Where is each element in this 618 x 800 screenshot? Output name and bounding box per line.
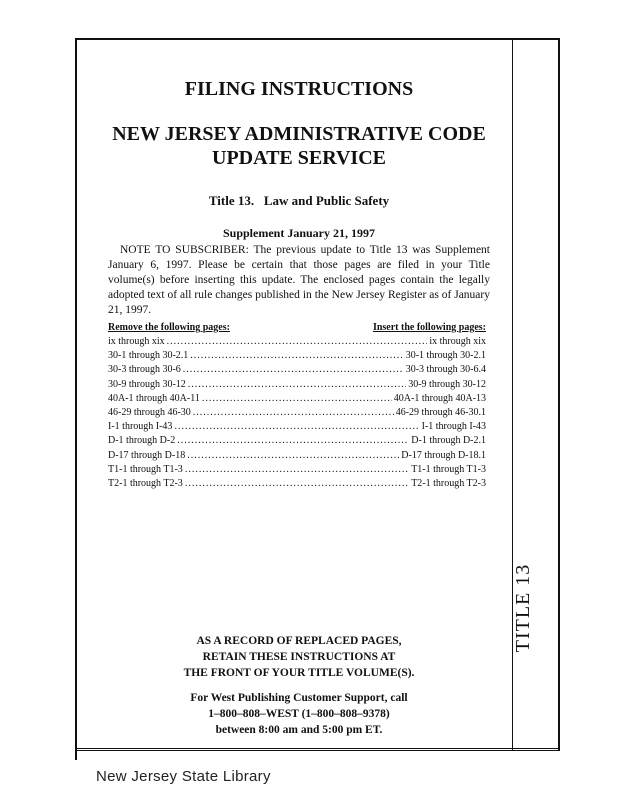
support-line-1: For West Publishing Customer Support, call — [190, 692, 408, 704]
record-line-3: THE FRONT OF YOUR TITLE VOLUME(S). — [183, 667, 415, 679]
record-line-1: AS A RECORD OF REPLACED PAGES, — [196, 635, 402, 647]
remove-pages: 46-29 through 46-30 — [108, 406, 191, 418]
filing-table — [108, 322, 486, 491]
insert-header: Insert the following pages: — [372, 322, 486, 333]
table-row — [108, 463, 486, 477]
subscriber-note: NOTE TO SUBSCRIBER: The previous update to Title 13 was Supplement January 6, 1997. Please be certain that those pages are filed in your Title volume(s) before inserting this update. The enclosed pages contain the legally adopted text of all rule changes published in the New Jersey Register as of January 21, 1997. — [108, 244, 490, 316]
insert-pages: 46-29 through 46-30.1 — [395, 406, 486, 418]
remove-pages: D-1 through D-2 — [108, 435, 176, 447]
supplement-date: Supplement January 21, 1997 — [222, 226, 376, 240]
remove-pages: 30-9 through 30-12 — [108, 378, 186, 390]
table-row — [108, 406, 486, 420]
title-line: Title 13. Law and Public Safety — [208, 193, 390, 208]
insert-pages: 40A-1 through 40A-13 — [393, 392, 486, 404]
insert-pages: I-1 through I-43 — [421, 421, 486, 433]
leader-dots — [185, 463, 409, 477]
remove-pages: I-1 through I-43 — [108, 421, 173, 433]
insert-pages: 30-9 through 30-12 — [408, 378, 486, 390]
document-title: FILING INSTRUCTIONS — [184, 78, 414, 100]
document-subtitle — [108, 122, 490, 170]
filing-table-header — [108, 322, 486, 333]
table-row — [108, 363, 486, 377]
leader-dots — [202, 392, 392, 406]
support-line-2: 1–800–808–WEST (1–800–808–9378) — [208, 708, 390, 720]
frame-bottom-rule — [75, 748, 560, 751]
table-row — [108, 420, 486, 434]
record-notice — [108, 633, 490, 681]
support-line-3: between 8:00 am and 5:00 pm ET. — [215, 724, 383, 736]
leader-dots — [193, 406, 394, 420]
remove-pages: 30-3 through 30-6 — [108, 364, 181, 376]
insert-pages: T1-1 through T1-3 — [411, 463, 486, 475]
table-row — [108, 349, 486, 363]
leader-dots — [177, 434, 409, 448]
remove-pages: 30-1 through 30-2.1 — [108, 350, 189, 362]
table-row — [108, 392, 486, 406]
table-row — [108, 477, 486, 491]
table-row — [108, 434, 486, 448]
library-stamp: New Jersey State Library — [96, 768, 271, 785]
remove-pages: T2-1 through T2-3 — [108, 477, 183, 489]
leader-dots — [188, 378, 406, 392]
insert-pages: D-17 through D-18.1 — [401, 449, 486, 461]
leader-dots — [190, 349, 403, 363]
remove-header: Remove the following pages: — [108, 322, 230, 333]
table-row — [108, 335, 486, 349]
table-row — [108, 378, 486, 392]
leader-dots — [174, 420, 419, 434]
filing-table-rows — [108, 335, 486, 491]
remove-pages: D-17 through D-18 — [108, 449, 186, 461]
remove-pages: ix through xix — [108, 336, 165, 347]
remove-pages: T1-1 through T1-3 — [108, 463, 183, 475]
leader-dots — [167, 335, 428, 349]
insert-pages: ix through xix — [429, 336, 486, 347]
leader-dots — [183, 363, 404, 377]
insert-pages: 30-3 through 30-6.4 — [405, 364, 486, 376]
subtitle-line-2: UPDATE SERVICE — [212, 147, 386, 169]
support-notice — [108, 690, 490, 738]
title-tab-label: TITLE 13 — [512, 563, 534, 653]
leader-dots — [187, 449, 399, 463]
remove-pages: 40A-1 through 40A-11 — [108, 392, 200, 404]
subtitle-line-1: NEW JERSEY ADMINISTRATIVE CODE — [112, 123, 486, 145]
insert-pages: T2-1 through T2-3 — [411, 477, 486, 489]
leader-dots — [185, 477, 409, 491]
insert-pages: 30-1 through 30-2.1 — [405, 350, 486, 362]
insert-pages: D-1 through D-2.1 — [411, 435, 486, 447]
table-row — [108, 449, 486, 463]
record-line-2: RETAIN THESE INSTRUCTIONS AT — [202, 651, 396, 663]
